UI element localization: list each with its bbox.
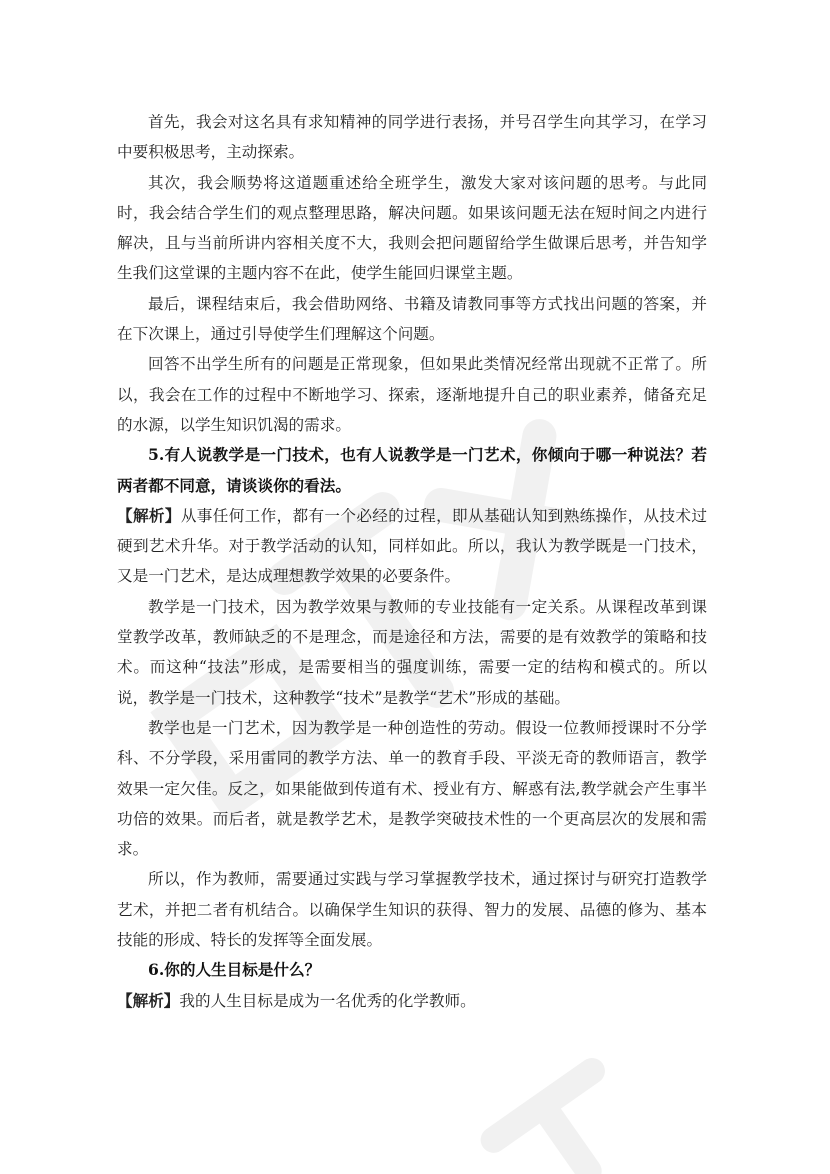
question-6: 6.你的人生目标是什么？: [148, 960, 321, 980]
document-body: [117, 107, 707, 1016]
paragraph: 回答不出学生所有的问题是正常现象，但如果此类情况经常出现就不正常了。所以，我会在工作的过程中不断地学习、探索，逐渐地提升自己的职业素养，储备充足的水源，以学生知识饥渴的需求。: [117, 355, 707, 434]
answer-5: [117, 501, 707, 592]
question-5: 5.有人说教学是一门技术，也有人说教学是一门艺术，你倾向于哪一种说法？若两者都不同意，请谈谈你的看法。: [117, 445, 707, 495]
paragraph: 教学也是一门艺术，因为教学是一种创造性的劳动。假设一位教师授课时不分学科、不分学段，采用雷同的教学方法、单一的教育手段、平淡无奇的教师语言，教学效果一定欠佳。反之，如果能做到传道有术、授业有方、解惑有法,教学就会产生事半功倍的效果。而后者，就是教学艺术，是教学突破技术性的一个更高层次的发展和需求。: [117, 718, 707, 859]
answer-text: 我的人生目标是成为一名优秀的化学教师。: [179, 991, 476, 1010]
paragraph: 其次，我会顺势将这道题重述给全班学生，激发大家对该问题的思考。与此同时，我会结合学生们的观点整理思路，解决问题。如果该问题无法在短时间之内进行解决，且与当前所讲内容相关度不大，我则会把问题留给学生做课后思考，并告知学生我们这堂课的主题内容不在此，使学生能回归课堂主题。: [117, 173, 707, 283]
paragraph: 所以，作为教师，需要通过实践与学习掌握教学技术，通过探讨与研究打造教学艺术，并把二者有机结合。以确保学生知识的获得、智力的发展、品德的修为、基本技能的形成、特长的发挥等全面发展。: [117, 870, 707, 950]
answer-tag: 【解析】: [117, 990, 180, 1010]
answer-text: 从事任何工作，都有一个必经的过程，即从基础认知到熟练操作，从技术过硬到艺术升华。对于教学活动的认知，同样如此。所以，我认为教学既是一门技术，又是一门艺术，是达成理想教学效果的必要条件。: [117, 506, 707, 586]
answer-6: [117, 986, 707, 1016]
answer-tag: 【解析】: [117, 505, 181, 525]
paragraph: 首先，我会对这名具有求知精神的同学进行表扬，并号召学生向其学习，在学习中要积极思考，主动探索。: [117, 113, 707, 162]
paragraph: 教学是一门技术，因为教学效果与教师的专业技能有一定关系。从课程改革到课堂教学改革，教师缺乏的不是理念，而是途径和方法，需要的是有效教学的策略和技术。而这种“技法”形成，是需要相当的强度训练，需要一定的结构和模式的。所以说，教学是一门技术，这种教学“技术”是教学“艺术”形成的基础。: [117, 597, 707, 707]
paragraph: 最后，课程结束后，我会借助网络、书籍及请教同事等方式找出问题的答案，并在下次课上，通过引导使学生们理解这个问题。: [117, 294, 707, 344]
